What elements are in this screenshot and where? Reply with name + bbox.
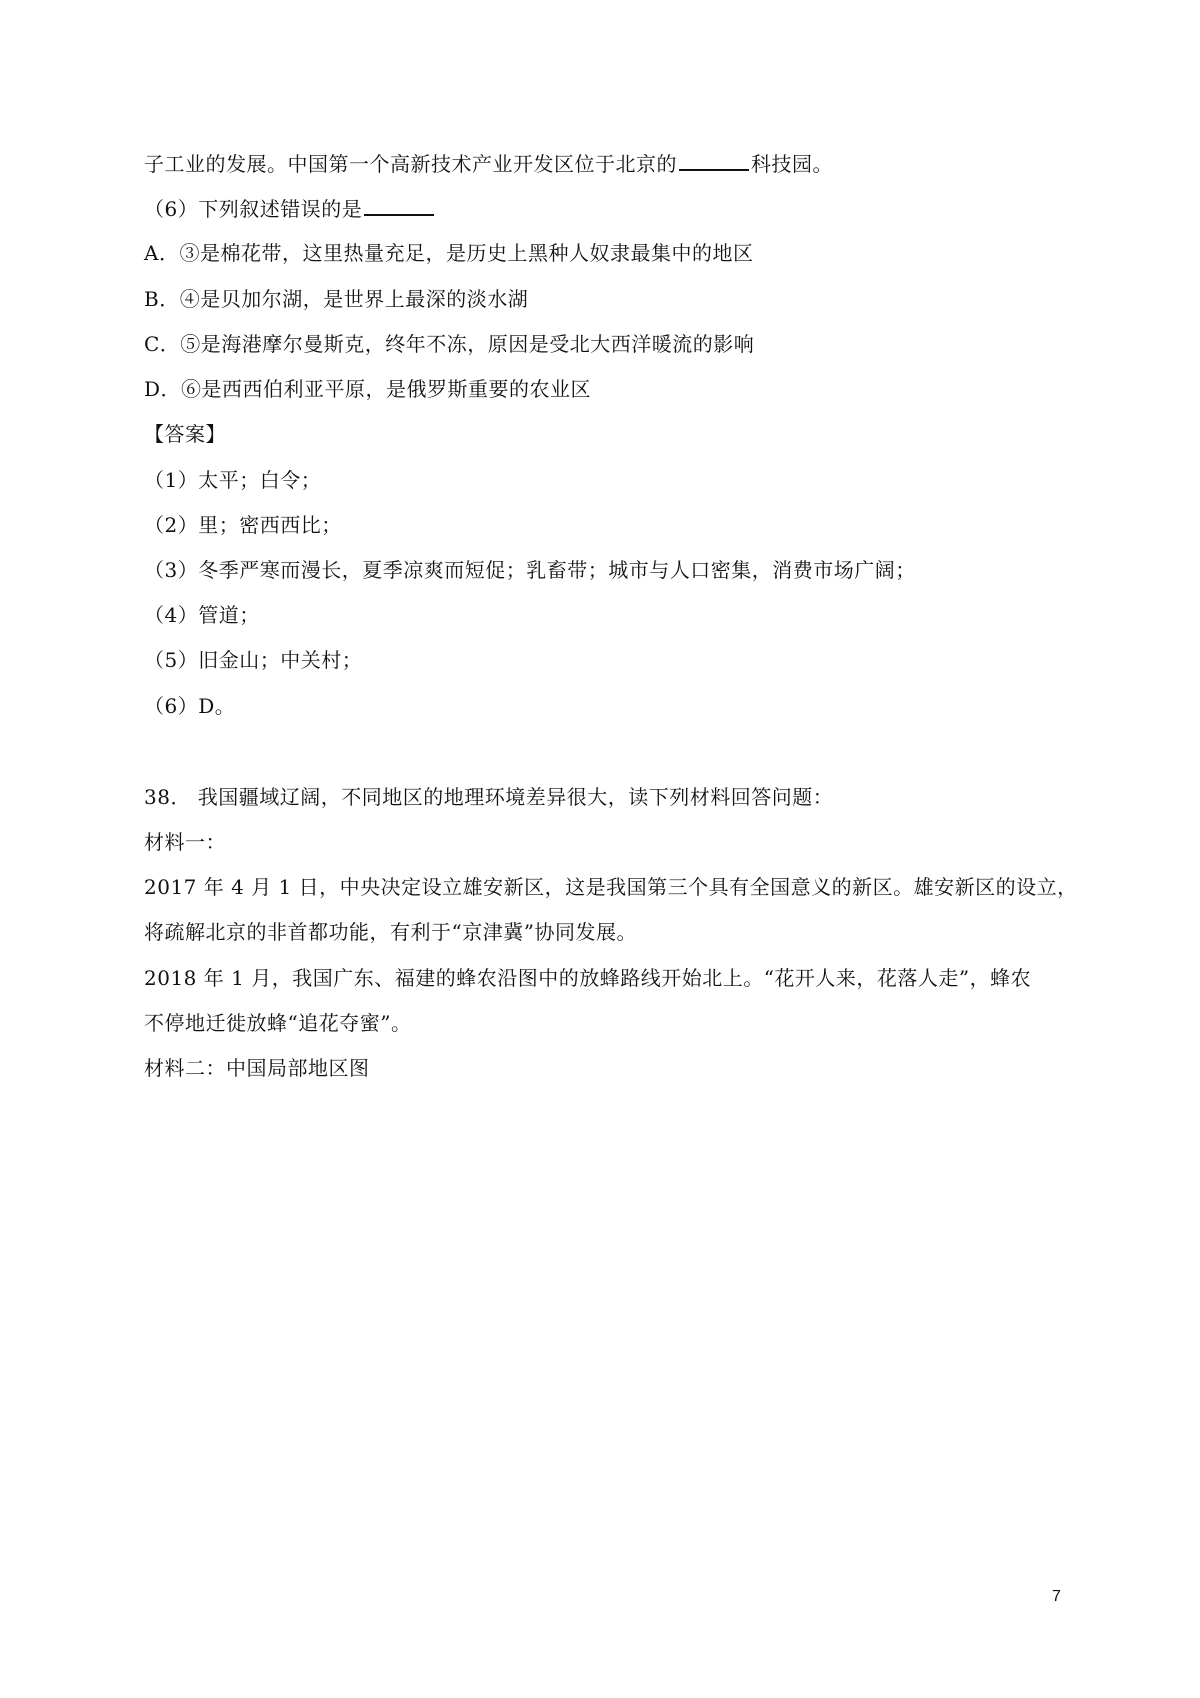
option-d: D．⑥是西西伯利亚平原，是俄罗斯重要的农业区: [144, 377, 592, 401]
answer-item: （6）D。: [144, 694, 236, 718]
question-6-prompt: [144, 194, 436, 223]
answer-heading: 【答案】: [144, 422, 226, 446]
line1-text-after: 科技园。: [751, 152, 833, 176]
question-5-continuation: [144, 149, 833, 178]
q6-prompt-text: （6）下列叙述错误的是: [144, 197, 363, 221]
material-1-paragraph-1-line-1: 2017 年 4 月 1 日，中央决定设立雄安新区，这是我国第三个具有全国意义的新区。雄安新区的设立，: [144, 875, 1078, 899]
material-1-label: 材料一：: [144, 830, 226, 854]
answer-item: （5）旧金山；中关村；: [144, 648, 363, 672]
material-1-paragraph-2-line-1: 2018 年 1 月，我国广东、福建的蜂农沿图中的放蜂路线开始北上。“花开人来，花落人走”，蜂农: [144, 966, 1032, 990]
material-2-label: 材料二：中国局部地区图: [144, 1056, 370, 1080]
answer-blank-1: [679, 149, 749, 171]
option-c: C．⑤是海港摩尔曼斯克，终年不冻，原因是受北大西洋暖流的影响: [144, 332, 755, 356]
line1-text-before: 子工业的发展。中国第一个高新技术产业开发区位于北京的: [144, 152, 677, 176]
material-1-paragraph-2-line-2: 不停地迁徙放蜂“追花夺蜜”。: [144, 1011, 412, 1035]
question-38-title: 38． 我国疆域辽阔，不同地区的地理环境差异很大，读下列材料回答问题：: [144, 785, 834, 809]
answer-blank-2: [364, 194, 434, 216]
answer-item: （4）管道；: [144, 603, 260, 627]
answer-item: （2）里；密西西比；: [144, 513, 342, 537]
answer-item: （3）冬季严寒而漫长，夏季凉爽而短促；乳畜带；城市与人口密集，消费市场广阔；: [144, 558, 916, 582]
answer-item: （1）太平；白令；: [144, 468, 322, 492]
option-b: B．④是贝加尔湖，是世界上最深的淡水湖: [144, 287, 529, 311]
page-number: 7: [1052, 1588, 1061, 1605]
material-1-paragraph-1-line-2: 将疏解北京的非首都功能，有利于“京津冀”协同发展。: [144, 920, 637, 944]
option-a: A．③是棉花带，这里热量充足，是历史上黑种人奴隶最集中的地区: [144, 241, 754, 265]
